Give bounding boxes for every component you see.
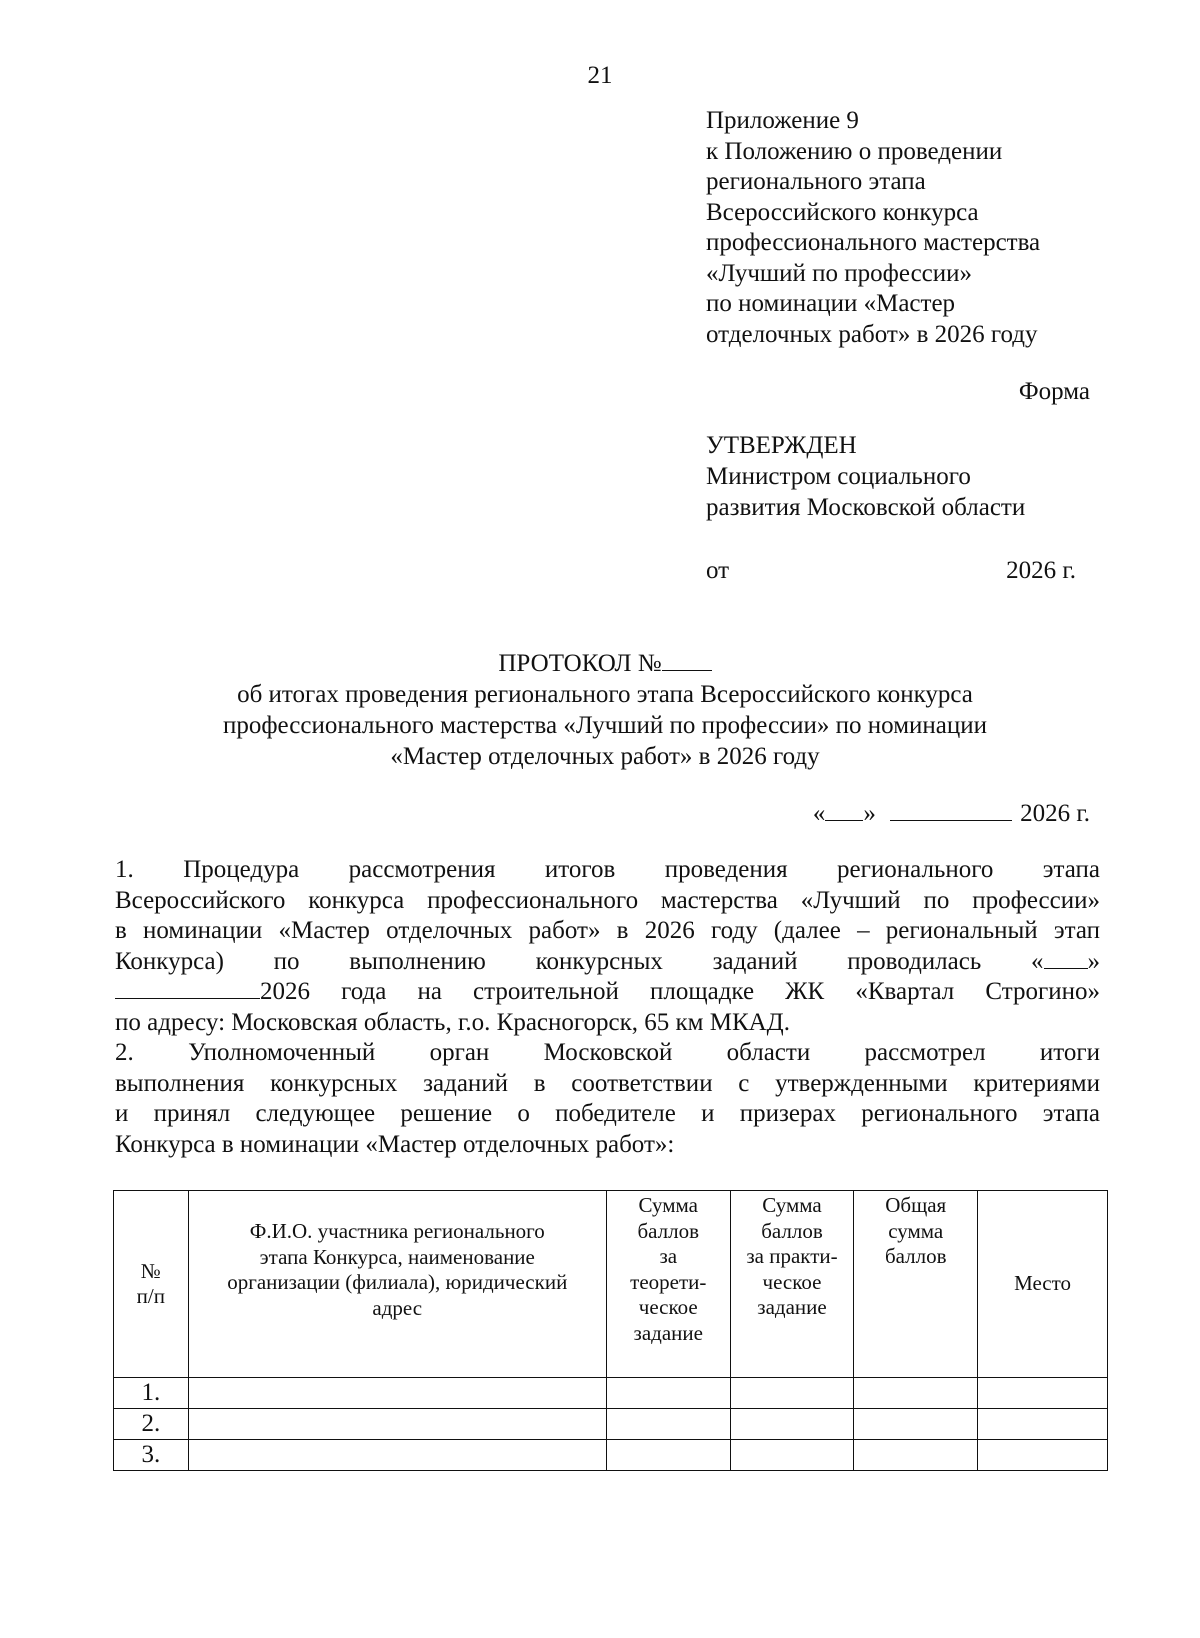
paragraph-2-line: Конкурса в номинации «Мастер отделочных работ»:: [115, 1130, 675, 1158]
paragraph-text: »: [1087, 947, 1100, 975]
paragraph-text: Уполномоченный орган Московской области рассмотрел итоги: [188, 1039, 1101, 1066]
participant-cell: [188, 1378, 606, 1409]
paragraph-number: 1.: [115, 856, 134, 883]
paragraph-text: 2026 года на строительной площадке ЖК «Квартал Строгино»: [260, 978, 1100, 1005]
approval-date: [706, 557, 1076, 585]
approval-block: [706, 430, 1146, 523]
appendix-line: Всероссийского конкурса: [706, 198, 979, 226]
date-close-quote: »: [863, 800, 876, 827]
place-cell: [978, 1409, 1108, 1440]
month-blank: [890, 800, 1012, 821]
month-blank: [115, 978, 260, 999]
paragraph-1-line: по адресу: Московская область, г.о. Красногорск, 65 км МКАД.: [115, 1008, 790, 1036]
protocol-date: [813, 800, 1090, 828]
theory-cell: [606, 1440, 730, 1471]
row-number: 3.: [114, 1440, 189, 1471]
header-participant: Ф.И.О. участника регионального этапа Конкурса, наименование организации (филиала), юридический адрес: [188, 1191, 606, 1378]
paragraph-1-line: [115, 855, 1100, 886]
approved-line: Министром социального: [706, 463, 971, 490]
practice-cell: [730, 1440, 854, 1471]
table-header-row: [114, 1191, 1108, 1378]
title-line: «Мастер отделочных работ» в 2026 году: [390, 743, 820, 770]
paragraph-2-line: выполнения конкурсных заданий в соответствии с утвержденными критериями: [115, 1069, 1100, 1097]
paragraph-1-line: [115, 947, 1100, 978]
appendix-line: регионального этапа: [706, 168, 926, 195]
table-row: [114, 1409, 1108, 1440]
practice-cell: [730, 1409, 854, 1440]
appendix-line: «Лучший по профессии»: [706, 259, 973, 287]
total-cell: [854, 1440, 978, 1471]
form-label: Форма: [1018, 378, 1090, 405]
paragraph-1-line: [115, 977, 1100, 1008]
participant-cell: [188, 1409, 606, 1440]
appendix-line: отделочных работ» в 2026 году: [706, 320, 1038, 348]
practice-cell: [730, 1378, 854, 1409]
approval-date-prefix: от: [706, 557, 730, 584]
appendix-line: по номинации «Мастер: [706, 290, 956, 317]
appendix-line: к Положению о проведении: [706, 137, 1003, 165]
protocol-title: [110, 648, 1100, 772]
header-total-score: Общая сумма баллов: [854, 1191, 978, 1378]
approval-date-year: 2026 г.: [1006, 557, 1076, 584]
paragraph-1-line: в номинации «Мастер отделочных работ» в 2026 году (далее – региональный этап: [115, 917, 1100, 944]
table-row: [114, 1378, 1108, 1409]
theory-cell: [606, 1409, 730, 1440]
table-row: [114, 1440, 1108, 1471]
row-number: 1.: [114, 1378, 189, 1409]
day-blank: [1044, 948, 1088, 969]
appendix-block: [706, 106, 1146, 350]
header-practice-score: Сумма баллов за практи- ческое задание: [730, 1191, 854, 1378]
total-cell: [854, 1409, 978, 1440]
total-cell: [854, 1378, 978, 1409]
title-line: об итогах проведения регионального этапа Всероссийского конкурса: [237, 681, 973, 708]
header-number: № п/п: [114, 1191, 189, 1378]
participant-cell: [188, 1440, 606, 1471]
protocol-number-blank: [662, 650, 712, 671]
row-number: 2.: [114, 1409, 189, 1440]
place-cell: [978, 1378, 1108, 1409]
header-theory-score: Сумма баллов за теорети- ческое задание: [606, 1191, 730, 1378]
appendix-line: Приложение 9: [706, 107, 859, 134]
approved-line: развития Московской области: [706, 494, 1026, 521]
paragraph-text: Конкурса) по выполнению конкурсных заданий проводилась «: [115, 947, 1044, 975]
day-blank: [825, 800, 863, 821]
approved-heading: УТВЕРЖДЕН: [706, 432, 857, 459]
theory-cell: [606, 1378, 730, 1409]
paragraph-text: Процедура рассмотрения итогов проведения регионального этапа: [183, 856, 1101, 883]
results-table: [113, 1190, 1108, 1471]
appendix-line: профессионального мастерства: [706, 229, 1041, 256]
place-cell: [978, 1440, 1108, 1471]
paragraph-2-line: и принял следующее решение о победителе и призерах регионального этапа: [115, 1100, 1100, 1127]
title-line: профессионального мастерства «Лучший по профессии» по номинации: [222, 712, 988, 739]
date-open-quote: «: [812, 800, 826, 827]
page-number: 21: [587, 62, 613, 89]
protocol-year: 2026 г.: [1020, 800, 1090, 827]
header-place: Место: [978, 1191, 1108, 1378]
paragraph-2-line: [115, 1038, 1100, 1069]
paragraph-1-line: Всероссийского конкурса профессионального мастерства «Лучший по профессии»: [115, 886, 1100, 914]
paragraph-number: 2.: [115, 1039, 134, 1066]
protocol-heading: ПРОТОКОЛ №: [498, 650, 662, 677]
body-text: [115, 855, 1100, 1160]
